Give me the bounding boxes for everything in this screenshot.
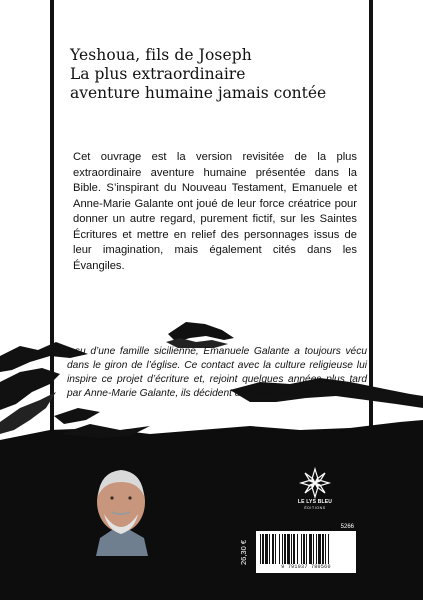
book-title: Yeshoua, fils de Joseph [70,46,252,64]
lily-flower-icon [296,463,334,503]
reference-code: 5266 [340,524,354,530]
price-label: 26,30 € [239,539,248,565]
book-summary: Cet ouvrage est la version revisitée de la plus extraordinaire aventure humaine présentée dans la Bible. S’inspirant du Nouveau Testament, Emanuele et Anne-Marie Galante ont joué de leur force créatrice pour donner un autre regard, purement fictif, sur les Saintes Écritures et mettre en relief des personnages issus de leur imagination, mais également cités dans les Évangiles. [73,151,357,272]
barcode-digits: 9 791037 780560 [281,564,331,570]
publisher-name: LE LYS BLEU [297,499,333,505]
book-title-block [70,46,370,103]
isbn-barcode [256,531,356,573]
book-subtitle-line-1: La plus extraordinaire [70,65,246,83]
publisher-subtitle: ÉDITIONS [304,506,326,510]
book-subtitle-line-2: aventure humaine jamais contée [70,84,327,102]
barcode-bars [260,534,352,564]
bottom-dark-band [0,440,423,600]
author-photo [82,460,160,556]
author-bio: Issu d’une famille sicilienne, Emanuele Galante a toujours vécu dans le giron de l’église. Ce contact avec la culture religieuse lui inspire ce projet d’écriture et, rejoint quelques années plus tard par Anne-Marie Galante, ils décident d’en faire un livre. [67,346,367,399]
